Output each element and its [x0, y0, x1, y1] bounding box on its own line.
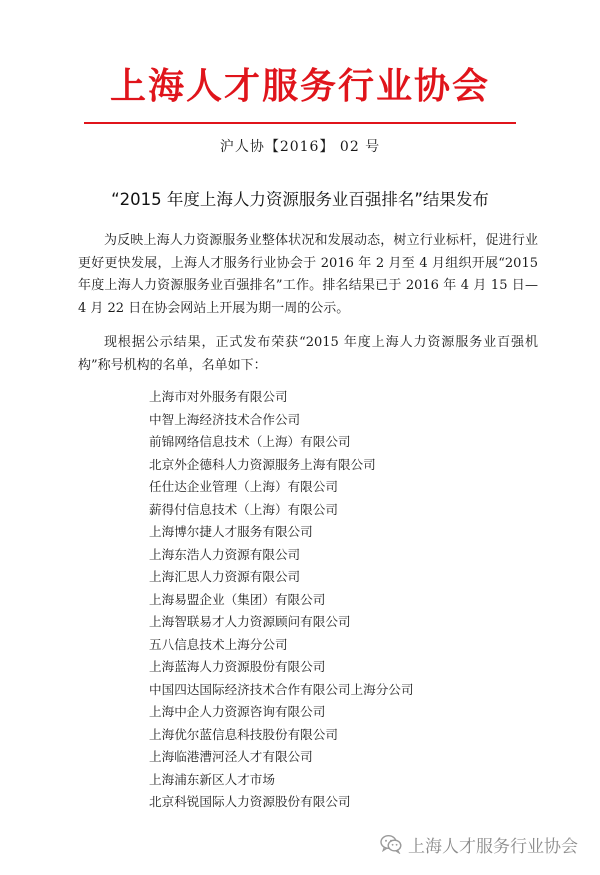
wechat-icon [380, 834, 402, 854]
list-item: 上海东浩人力资源有限公司 [149, 546, 301, 562]
document-title: “2015 年度上海人力资源服务业百强排名”结果发布 [111, 190, 489, 209]
list-item: 中智上海经济技术合作公司 [149, 411, 301, 427]
list-item: 上海智联易才人力资源顾问有限公司 [149, 614, 351, 629]
list-item: 北京科锐国际人力资源股份有限公司 [149, 794, 351, 809]
organization-title: 上海人才服务行业协会 [109, 66, 490, 107]
list-item: 五八信息技术上海分公司 [149, 636, 288, 652]
list-item: 上海市对外服务有限公司 [149, 389, 288, 404]
list-item: 薪得付信息技术（上海）有限公司 [149, 501, 338, 517]
list-item: 中国四达国际经济技术合作有限公司上海分公司 [149, 681, 414, 697]
list-item: 上海优尔蓝信息科技股份有限公司 [149, 726, 338, 742]
list-item: 上海汇思人力资源有限公司 [149, 569, 301, 584]
company-list [149, 386, 413, 814]
watermark-text: 上海人才服务行业协会 [408, 836, 578, 857]
list-item: 上海蓝海人力资源股份有限公司 [149, 659, 326, 674]
list-item: 任仕达企业管理（上海）有限公司 [149, 479, 338, 494]
list-item: 上海临港漕河泾人才有限公司 [149, 749, 313, 764]
intro-paragraph: 为反映上海人力资源服务业整体状况和发展动态，树立行业标杆，促进行业更好更快发展，上海人才服务行业协会于 2016 年 2 月至 4 月组织开展“2015 年度上海人力资源服务业百强排名”工作。排名结果已于 2016 年 4 月 15 日—4 月 22 日在协会网站上开展为期一周的公示。 [78, 233, 538, 316]
list-item: 上海中企人力资源咨询有限公司 [149, 704, 326, 719]
list-item: 北京外企德科人力资源服务上海有限公司 [149, 456, 376, 472]
announcement-paragraph: 现根据公示结果，正式发布荣获“2015 年度上海人力资源服务业百强机构”称号机构的名单，名单如下： [78, 335, 538, 373]
document-number: 沪人协【2016】 02 号 [219, 139, 381, 155]
list-item: 上海浦东新区人才市场 [149, 771, 275, 787]
wechat-watermark [380, 829, 578, 859]
list-item: 前锦网络信息技术（上海）有限公司 [149, 434, 351, 449]
list-item: 上海博尔捷人才服务有限公司 [149, 524, 313, 539]
list-item: 上海易盟企业（集团）有限公司 [149, 591, 326, 607]
header-divider [84, 122, 516, 124]
